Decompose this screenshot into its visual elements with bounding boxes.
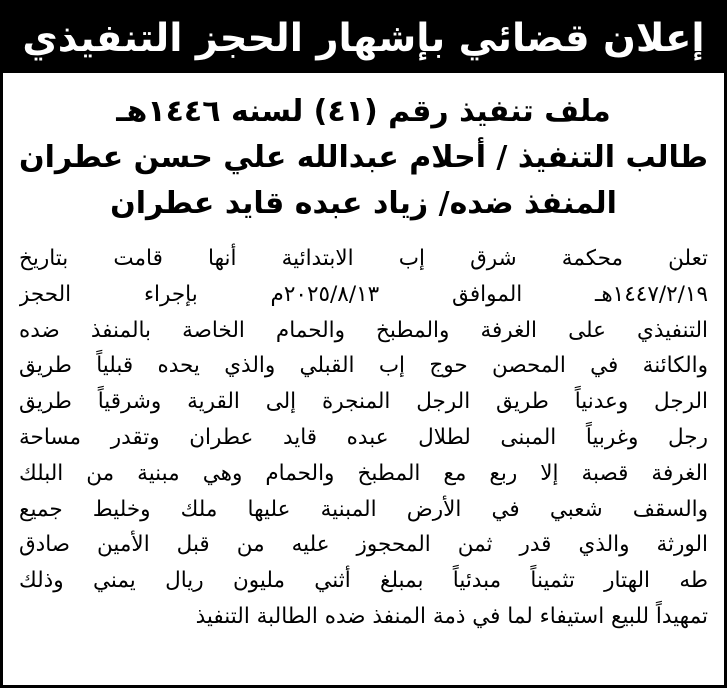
case-applicant: طالب التنفيذ / أحلام عبدالله علي حسن عطران — [18, 140, 709, 175]
body-line: طه الهتار تثميناً مبدئياً بمبلغ أثني مليون ريال يمني وذلك — [19, 568, 708, 594]
body-line: والكائنة في المحصن حوج إب القبلي والذي يحده قبلياً طريق — [19, 353, 708, 379]
body-line: الورثة والذي قدر ثمن المحجوز عليه من قبل الأمين صادق — [19, 532, 708, 558]
body-line: الغرفة قصبة إلا ربع مع المطبخ والحمام وهي مبنية من البلك — [19, 460, 708, 486]
body-line: ١٤٤٧/٢/١٩هـ الموافق ٢٠٢٥/٨/١٣م بإجراء الحجز — [19, 281, 708, 307]
case-details — [3, 89, 724, 227]
case-respondent: المنفذ ضده/ زياد عبده قايد عطران — [110, 186, 617, 221]
body-line: تعلن محكمة شرق إب الابتدائية أنها قامت بتاريخ — [19, 246, 708, 271]
body-line: رجل وغربياً المبنى لطلال عبده قايد عطران وتقدر مساحة — [19, 424, 708, 450]
body-line: التنفيذي على الغرفة والمطبخ والحمام الخاصة بالمنفذ ضده — [19, 317, 708, 343]
notice-header-bar — [3, 3, 724, 73]
notice-body — [19, 241, 708, 635]
body-line: الرجل وعدنياً طريق الرجل المنجرة إلى القرية وشرقياً طريق — [19, 389, 708, 415]
body-line: والسقف شعبي في الأرض المبنية عليها ملك وخليط جميع — [19, 496, 708, 522]
notice-title: إعلان قضائي بإشهار الحجز التنفيذي — [22, 15, 705, 61]
case-file-number: ملف تنفيذ رقم (٤١) لسنه ١٤٤٦هـ — [116, 94, 611, 129]
body-line: تمهيداً للبيع استيفاء لما في ذمة المنفذ ضده الطالبة التنفيذ — [195, 603, 708, 629]
